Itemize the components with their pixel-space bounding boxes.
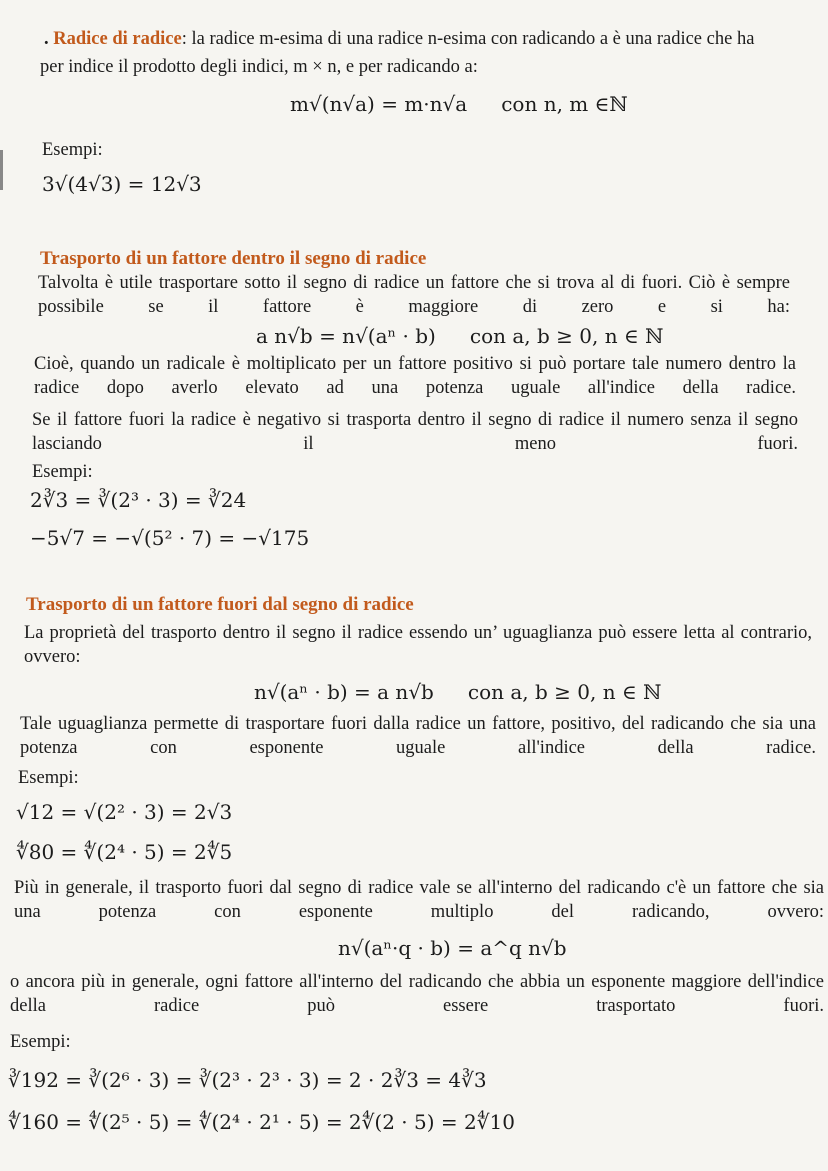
section3-formula-row (254, 680, 661, 704)
section2-title: Trasporto di un fattore dentro il segno di radice (40, 248, 427, 269)
section1-bullet: . (44, 29, 49, 49)
section2-example1: 2∛3 = ∛(2³ · 3) = ∛24 (30, 488, 247, 512)
section3-paragraph2: Tale uguaglianza permette di trasportare fuori dalla radice un fattore, positivo, del radicando che sia una potenza con esponente uguale all'indice della radice. (20, 714, 816, 758)
section1-example1: 3√(4√3) = 12√3 (42, 172, 202, 196)
section2-formula-row (256, 324, 663, 348)
section1-text-line2: per indice il prodotto degli indici, m × n, e per radicando a: (40, 57, 478, 77)
section3-example1: √12 = √(2² · 3) = 2√3 (16, 800, 233, 824)
section3-example4: ∜160 = ∜(2⁵ · 5) = ∜(2⁴ · 2¹ · 5) = 2∜(2 · 5) = 2∜10 (8, 1110, 515, 1134)
section3-examples-label2: Esempi: (10, 1032, 71, 1052)
section2-paragraph1: Talvolta è utile trasportare sotto il segno di radice un fattore che si trova al di fuori. Ciò è sempre possibile se il fattore è maggiore di zero e si ha: (38, 273, 790, 317)
section3-condition: con a, b ≥ 0, n ∈ ℕ (467, 680, 662, 704)
section2-paragraph3: Se il fattore fuori la radice è negativo si trasporta dentro il segno di radice il numero senza il segno lasciando il meno fuori. (32, 410, 798, 454)
section3-example2: ∜80 = ∜(2⁴ · 5) = 2∜5 (16, 840, 233, 864)
section3-paragraph4: o ancora più in generale, ogni fattore all'interno del radicando che abbia un esponente maggiore dell'indice della radice può essere trasportato fuori. (10, 972, 824, 1016)
section3-formula: n√(aⁿ · b) = a n√b (254, 680, 434, 704)
margin-mark (0, 150, 3, 190)
section3-examples-label: Esempi: (18, 768, 79, 788)
section2-examples-label: Esempi: (32, 462, 93, 482)
section2-formula: a n√b = n√(aⁿ · b) (256, 324, 436, 348)
section1-examples-label: Esempi: (42, 140, 103, 160)
section1-formula: m√(n√a) = m·n√a (290, 92, 468, 116)
section2-paragraph2: Cioè, quando un radicale è moltiplicato per un fattore positivo si può portare tale numero dentro la radice dopo averlo elevato ad una potenza uguale all'indice della radice. (34, 354, 796, 398)
section1-line1 (44, 27, 754, 51)
section1-formula-row (290, 92, 628, 116)
section3-formula2: n√(aⁿ·q · b) = a^q n√b (338, 936, 567, 960)
section3-paragraph1: La proprietà del trasporto dentro il segno il radice essendo un’ uguaglianza può essere letta al contrario, ovvero: (24, 623, 812, 667)
section3-example3: ∛192 = ∛(2⁶ · 3) = ∛(2³ · 2³ · 3) = 2 · 2∛3 = 4∛3 (8, 1068, 487, 1092)
section2-condition: con a, b ≥ 0, n ∈ ℕ (469, 324, 664, 348)
section1-text-line1: : la radice m-esima di una radice n-esima con radicando a è una radice che ha (181, 29, 755, 49)
section3-paragraph3: Più in generale, il trasporto fuori dal segno di radice vale se all'interno del radicando c'è un fattore che sia una potenza con esponente multiplo del radicando, ovvero: (14, 878, 824, 922)
section1-condition: con n, m ∈ℕ (501, 92, 628, 116)
section1-title: Radice di radice (53, 29, 182, 49)
section3-title: Trasporto di un fattore fuori dal segno di radice (26, 594, 414, 615)
section2-example2: −5√7 = −√(5² · 7) = −√175 (30, 526, 310, 550)
